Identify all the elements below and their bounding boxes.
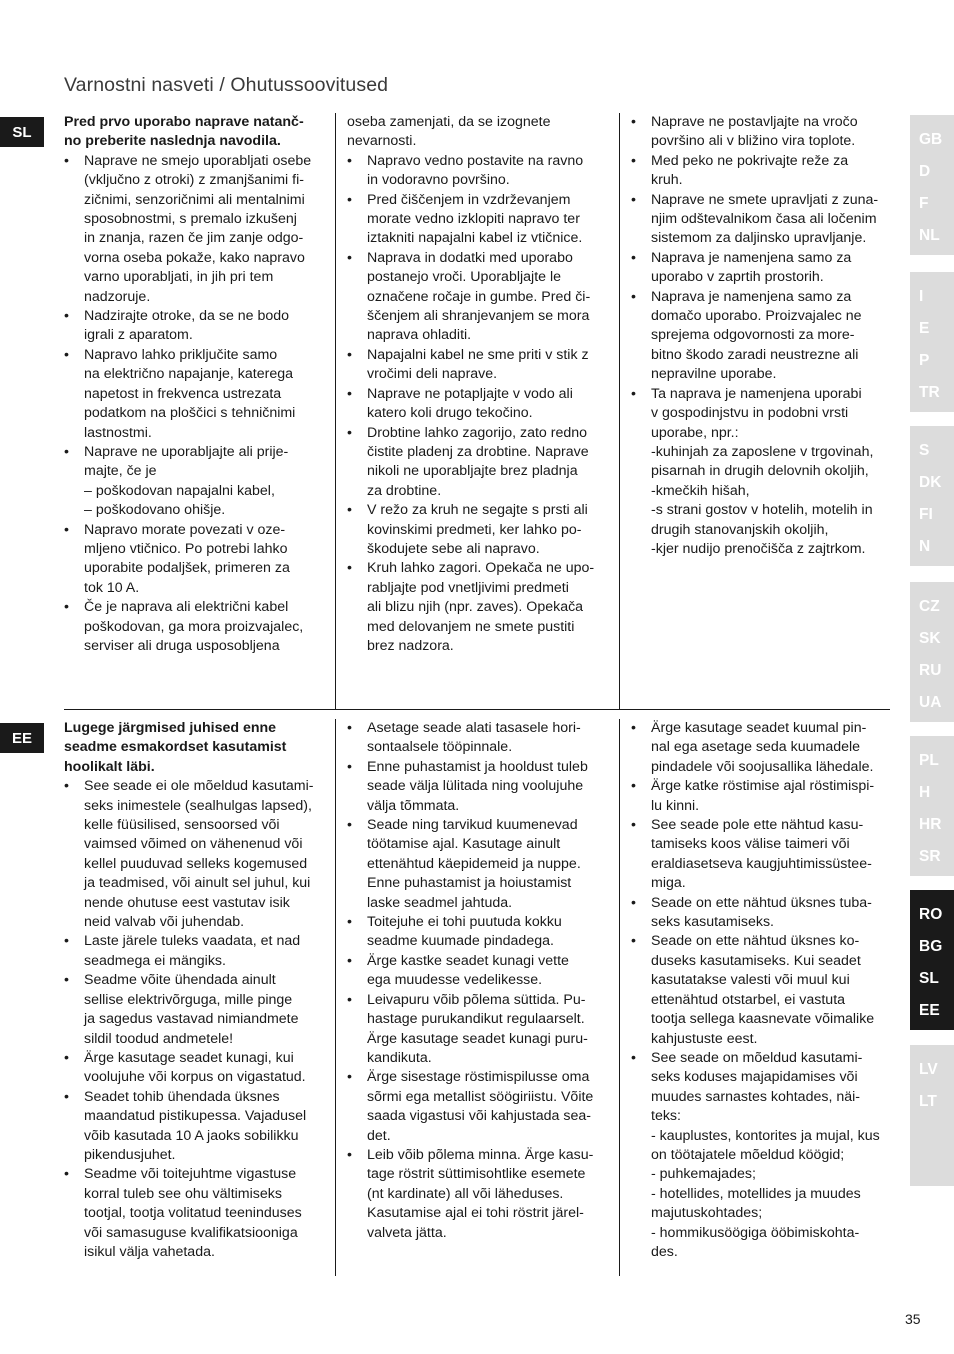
text-line: majutuskohtades; xyxy=(651,1205,763,1222)
text-line: uporabo v zaprtih prostorih. xyxy=(651,269,824,286)
language-badge-sl: SL xyxy=(0,117,44,147)
text-line: • Ärge kasutage seadet kuumal pin- xyxy=(651,720,867,736)
text-line: töötamise ajal. Kasutage ainult xyxy=(367,836,561,853)
language-badge-ee: EE xyxy=(0,723,44,753)
text-line: Kasutamise ajal ei tohi röstrit järel- xyxy=(367,1205,584,1222)
text-line: teks: xyxy=(651,1108,681,1125)
bullet-item xyxy=(347,913,609,952)
text-line: • Naprava je namenjena samo za xyxy=(651,249,852,266)
text-line: iztakniti napajalni kabel iz vtičnice. xyxy=(367,230,583,247)
text-line: sposobnostmi, s premalo izkušenj xyxy=(84,211,297,228)
language-tab-n[interactable]: N xyxy=(919,538,931,555)
text-line: oseba zamenjati, da se izognete xyxy=(347,114,551,130)
column-2 xyxy=(347,719,609,1276)
bullet-list xyxy=(631,113,893,559)
text-line: • Ta naprava je namenjena uporabi xyxy=(651,385,862,402)
text-line: – poškodovano ohišje. xyxy=(84,502,226,519)
language-tab-h[interactable]: H xyxy=(919,784,931,801)
text-line: uporabite podaljšek, primeren za xyxy=(84,560,290,577)
text-line: ettenähtud otstarbel, ei vastuta xyxy=(651,991,846,1008)
text-line: võib kasutada 10 A jaoks sobilikku xyxy=(84,1127,299,1144)
text-line: seadmega ei mängiks. xyxy=(84,952,226,969)
text-line: • Nadzirajte otroke, da se ne bodo xyxy=(84,308,290,325)
bullet-item xyxy=(64,307,326,346)
text-line: • Naprave ne smejo uporabljati osebe xyxy=(84,152,312,169)
bullet-item xyxy=(64,932,326,971)
language-tab-lt[interactable]: LT xyxy=(919,1093,937,1110)
language-tab-i[interactable]: I xyxy=(919,288,924,305)
text-line: välja tõmmata. xyxy=(367,797,460,814)
bullet-item xyxy=(64,777,326,932)
language-tab-ee[interactable]: EE xyxy=(919,1002,940,1019)
text-line: tok 10 A. xyxy=(84,579,140,596)
text-line: v gospodinjstvu in podobni vrsti xyxy=(651,405,849,422)
intro-heading xyxy=(64,719,326,777)
text-line: • Leivapuru võib põlema süttida. Pu- xyxy=(367,991,586,1008)
text-line: • Seade ning tarvikud kuumenevad xyxy=(367,817,578,834)
text-line: • Ärge katke röstimise ajal röstimispi- xyxy=(651,778,875,795)
text-line: nadzoruje. xyxy=(84,288,151,305)
text-line: • Naprave ne uporabljajte ali prije- xyxy=(84,443,289,460)
bullet-item xyxy=(631,1049,893,1262)
text-line: napetost in frekvenca ustrezata xyxy=(84,385,282,402)
language-tab-p[interactable]: P xyxy=(919,352,930,369)
text-line: valveta jätta. xyxy=(367,1224,447,1241)
text-line: sildil toodud andmetele! xyxy=(84,1030,234,1047)
bullet-list xyxy=(347,152,609,657)
text-line: kahjustuste eest. xyxy=(651,1030,758,1047)
text-line: lu kinni. xyxy=(651,797,700,814)
text-line: varno uporabljati, in jih pri tem xyxy=(84,269,274,286)
section-separator xyxy=(64,709,890,710)
text-line: • Asetage seade alati tasasele hori- xyxy=(367,720,581,736)
bullet-item xyxy=(631,113,893,152)
language-tab-ru[interactable]: RU xyxy=(919,662,942,679)
text-line: muudes sarnastes kohtades, näi- xyxy=(651,1088,860,1105)
text-line: seks inimestele (sealhulgas lapsed), xyxy=(84,797,312,814)
bullet-item xyxy=(347,719,609,758)
text-line: • Seadme või toitejuhtme vigastuse xyxy=(84,1166,297,1183)
text-line: nal ega asetage seda kuumadele xyxy=(651,739,861,756)
text-line: pindadele või soojusallika lähedale. xyxy=(651,758,874,775)
continued-text xyxy=(347,113,609,152)
section-ee xyxy=(0,719,954,1276)
text-line: vorna oseba pokaže, kako napravo xyxy=(84,249,305,266)
language-tab-ua[interactable]: UA xyxy=(919,694,942,711)
text-line: saada vigastusi või kahjustada sea- xyxy=(367,1108,591,1125)
language-tab-pl[interactable]: PL xyxy=(919,752,939,769)
column-divider xyxy=(619,113,620,709)
text-line: • Pred čiščenjem in vzdrževanjem xyxy=(367,191,571,208)
language-group xyxy=(910,115,954,255)
column-divider xyxy=(335,719,336,1276)
text-line: tootja sellega kaasnevate võimalike xyxy=(651,1011,875,1028)
bullet-item xyxy=(64,1049,326,1088)
text-line: naprava ohladiti. xyxy=(367,327,472,344)
bullet-list xyxy=(347,719,609,1243)
bullet-item xyxy=(347,249,609,346)
text-line: või samasuguse kvalifikatsiooniga xyxy=(84,1224,298,1241)
text-line: -kuhinjah za zaposlene v trgovinah, xyxy=(651,443,874,460)
text-line: -s strani gostov v hotelih, motelih in xyxy=(651,502,873,519)
bullet-item xyxy=(64,598,326,656)
text-line: -kjer nudijo prenočišča z zajtrkom. xyxy=(651,540,866,557)
text-line: kasutatakse valesti või muul kui xyxy=(651,972,850,989)
text-line: morate vedno izklopiti napravo ter xyxy=(367,211,580,228)
text-line: (nt kardinate) all või läheduses. xyxy=(367,1185,564,1202)
text-line: • See seade pole ette nähtud kasu- xyxy=(651,817,864,834)
bullet-item xyxy=(64,971,326,1049)
text-line: - puhkemajades; xyxy=(651,1166,756,1183)
column-3 xyxy=(631,719,893,1276)
text-line: • Enne puhastamist ja hooldust tuleb xyxy=(367,758,588,775)
language-tab-s[interactable]: S xyxy=(919,442,930,459)
bullet-item xyxy=(631,191,893,249)
text-line: kruh. xyxy=(651,172,683,189)
text-line: kellel puuduvad selleks kogemused xyxy=(84,855,308,872)
text-line: • Napravo vedno postavite na ravno xyxy=(367,152,584,169)
text-line: maandatud pistikupessa. Vajadusel xyxy=(84,1108,307,1125)
language-group xyxy=(910,1045,954,1186)
bullet-item xyxy=(347,758,609,816)
bullet-list xyxy=(631,719,893,1262)
text-line: katero koli drugo tekočino. xyxy=(367,405,533,422)
text-line: • Če je naprava ali električni kabel xyxy=(84,599,289,616)
language-tab-cz[interactable]: CZ xyxy=(919,598,940,615)
text-line: sõrmi ega metallist söögiriistu. Võite xyxy=(367,1088,594,1105)
text-line: seade välja lülitada ning voolujuhe xyxy=(367,778,584,795)
language-tab-sr[interactable]: SR xyxy=(919,848,941,865)
column-1 xyxy=(64,113,326,709)
language-tab-dk[interactable]: DK xyxy=(919,474,942,491)
text-line: tamiseks koos välise taimeri või xyxy=(651,836,850,853)
language-tab-hr[interactable]: HR xyxy=(919,816,942,833)
text-line: • Naprava in dodatki med uporabo xyxy=(367,249,573,266)
page-number: 35 xyxy=(905,1311,921,1327)
text-line: domačo uporabo. Proizvajalec ne xyxy=(651,308,862,325)
bullet-item xyxy=(64,521,326,599)
text-line: uporabe, npr.: xyxy=(651,424,739,441)
text-line: Enne puhastamist ja hoiustamist xyxy=(367,875,572,892)
bullet-item xyxy=(631,288,893,385)
text-line: seadme esmakordset kasutamist xyxy=(64,739,287,756)
bullet-item xyxy=(631,777,893,816)
column-divider xyxy=(335,113,336,709)
text-line: • Med peko ne pokrivajte reže za xyxy=(651,152,849,169)
text-line: • Napravo lahko priključite samo xyxy=(84,346,278,363)
text-line: poškodovan, ga mora proizvajalec, xyxy=(84,618,304,635)
text-line: • V režo za kruh ne segajte s prsti ali xyxy=(367,502,588,519)
text-line: neid valvab või juhendab. xyxy=(84,914,245,931)
bullet-item xyxy=(64,346,326,443)
text-line: nikoli ne uporabljajte brez pladnja xyxy=(367,463,578,480)
text-line: ščenjem ali shranjevanjem se mora xyxy=(367,308,590,325)
text-line: • Seadme võite ühendada ainult xyxy=(84,972,276,989)
text-line: • Naprave ne smete upravljati z zuna- xyxy=(651,191,879,208)
text-line: laske seadmel jahtuda. xyxy=(367,894,513,911)
text-line: • See seade ei ole mõeldud kasutami- xyxy=(84,778,314,795)
text-line: – poškodovan napajalni kabel, xyxy=(84,482,275,499)
text-line: površino ali v bližino vira toplote. xyxy=(651,133,856,150)
column-3 xyxy=(631,113,893,709)
text-line: • Drobtine lahko zagorijo, zato redno xyxy=(367,424,588,441)
text-line: - hotellides, motellides ja muudes xyxy=(651,1185,861,1202)
text-line: (vključno z otroki) z zmanjšanimi fi- xyxy=(84,172,304,189)
text-line: zičnimi, senzoričnimi ali mentalnimi xyxy=(84,191,305,208)
text-line: pikendusjuhet. xyxy=(84,1146,176,1163)
text-line: in vodoravno površino. xyxy=(367,172,510,189)
text-line: pisarnah in drugih delovnih okoljih, xyxy=(651,463,869,480)
text-line: • Seadet tohib ühendada üksnes xyxy=(84,1088,280,1105)
text-line: • Seade on ette nähtud üksnes tuba- xyxy=(651,894,872,911)
text-line: • Laste järele tuleks vaadata, et nad xyxy=(84,933,301,950)
bullet-item xyxy=(347,152,609,191)
text-line: miga. xyxy=(651,875,686,892)
language-tab-ro[interactable]: RO xyxy=(919,906,943,923)
text-line: • Toitejuhe ei tohi puutuda kokku xyxy=(367,914,562,931)
text-line: seks koduses majapidamises või xyxy=(651,1069,858,1086)
language-tab-f[interactable]: F xyxy=(919,195,929,212)
language-tab-d[interactable]: D xyxy=(919,163,931,180)
text-line: igrali z aparatom. xyxy=(84,327,193,344)
text-line: tage röstrit süttimisohtlike esemete xyxy=(367,1166,586,1183)
text-line: označene ročaje in gumbe. Pred či- xyxy=(367,288,591,305)
language-tab-e[interactable]: E xyxy=(919,320,930,337)
text-line: on töötajatele mõeldud köögid; xyxy=(651,1146,845,1163)
text-line: vaimsed võimed on vähenenud või xyxy=(84,836,303,853)
bullet-item xyxy=(347,952,609,991)
text-line: seks kasutamiseks. xyxy=(651,914,774,931)
text-line: mljeno vtičnico. Po potrebi lahko xyxy=(84,540,288,557)
language-group xyxy=(910,890,954,1030)
text-line: • Napravo morate povezati v oze- xyxy=(84,521,286,538)
text-line: -kmečkih hišah, xyxy=(651,482,750,499)
language-tab-sk[interactable]: SK xyxy=(919,630,941,647)
text-line: brez nadzora. xyxy=(367,637,454,654)
text-line: - hommikusöögiga ööbimiskohta- xyxy=(651,1224,860,1241)
text-line: sistemom za daljinsko upravljanje. xyxy=(651,230,867,247)
text-line: med delovanjem ne smete pustiti xyxy=(367,618,575,635)
bullet-item xyxy=(64,152,326,307)
text-line: rabljajte pod vnetljivimi predmeti xyxy=(367,579,569,596)
text-line: • Ärge sisestage röstimispilusse oma xyxy=(367,1069,590,1086)
text-line: • Ärge kastke seadet kunagi vette xyxy=(367,952,569,969)
text-line: tootjal, tootja volitatud teeninduses xyxy=(84,1205,302,1222)
language-tab-tr[interactable]: TR xyxy=(919,384,940,401)
text-line: nevarnosti. xyxy=(347,133,417,150)
language-tab-bg[interactable]: BG xyxy=(919,938,943,955)
text-line: kandikuta. xyxy=(367,1049,432,1066)
text-line: ettenähtud käepidemeid ja nuppe. xyxy=(367,855,581,872)
bullet-item xyxy=(631,152,893,191)
text-line: njim odštevalnikom časa ali ločenim xyxy=(651,211,877,228)
language-tab-gb[interactable]: GB xyxy=(919,131,943,148)
bullet-list xyxy=(64,152,326,657)
bullet-item xyxy=(631,249,893,288)
bullet-item xyxy=(631,385,893,560)
language-group xyxy=(910,426,954,566)
text-line: • Naprave ne potapljajte v vodo ali xyxy=(367,385,573,402)
section-sl xyxy=(0,113,954,709)
text-line: vročimi deli naprave. xyxy=(367,366,498,383)
text-line: sellise elektrivõrguga, mille pinge xyxy=(84,991,293,1008)
text-line: podatkom na ploščici s tehničnimi xyxy=(84,405,296,422)
text-line: serviser ali druga usposobljena xyxy=(84,637,280,654)
text-line: no preberite naslednja navodila. xyxy=(64,133,281,150)
bullet-item xyxy=(347,191,609,249)
text-line: škodujete sebe ali napravo. xyxy=(367,540,540,557)
language-tab-sl[interactable]: SL xyxy=(919,970,939,987)
text-line: Ärge kasutage seadet kunagi puru- xyxy=(367,1030,588,1047)
text-line: postanejo vroči. Uporabljajte le xyxy=(367,269,562,286)
text-line: lastnostmi. xyxy=(84,424,152,441)
language-group xyxy=(910,582,954,722)
text-line: isikul välja vahetada. xyxy=(84,1243,215,1260)
column-2 xyxy=(347,113,609,709)
text-line: drugih stanovanjskih okoljih, xyxy=(651,521,829,538)
language-tab-nl[interactable]: NL xyxy=(919,227,940,244)
bullet-item xyxy=(631,932,893,1048)
text-line: nepravilne uporabe. xyxy=(651,366,777,383)
bullet-item xyxy=(347,991,609,1069)
text-line: • Seade on ette nähtud üksnes ko- xyxy=(651,933,860,950)
text-line: sprejema odgovornosti za more- xyxy=(651,327,855,344)
text-line: kovinskimi predmeti, ker lahko po- xyxy=(367,521,582,538)
bullet-item xyxy=(347,1068,609,1146)
text-line: • Naprava je namenjena samo za xyxy=(651,288,852,305)
text-line: des. xyxy=(651,1243,678,1260)
text-line: • Kruh lahko zagori. Opekača ne upo- xyxy=(367,560,595,577)
bullet-item xyxy=(631,894,893,933)
bullet-item xyxy=(64,443,326,521)
bullet-item xyxy=(347,501,609,559)
text-line: • Naprave ne postavljajte na vročo xyxy=(651,114,858,130)
text-line: Lugege järgmised juhised enne xyxy=(64,720,277,736)
bullet-item xyxy=(64,1165,326,1262)
bullet-item xyxy=(347,1146,609,1243)
text-line: duseks kasutamiseks. Kui seadet xyxy=(651,952,861,969)
bullet-item xyxy=(347,559,609,656)
bullet-item xyxy=(347,385,609,424)
bullet-item xyxy=(347,816,609,913)
text-line: ega muudesse vedelikesse. xyxy=(367,972,543,989)
text-line: • Leib võib põlema minna. Ärge kasu- xyxy=(367,1146,594,1163)
language-group xyxy=(910,736,954,876)
text-line: korral tuleb see ohu vältimiseks xyxy=(84,1185,282,1202)
text-line: hastage purukandikut regulaarselt. xyxy=(367,1011,585,1028)
bullet-item xyxy=(631,719,893,777)
bullet-item xyxy=(64,1088,326,1166)
text-line: • Ärge kasutage seadet kunagi, kui xyxy=(84,1049,294,1066)
column-1 xyxy=(64,719,326,1276)
text-line: na električno napajanje, katerega xyxy=(84,366,294,383)
bullet-list xyxy=(64,777,326,1262)
text-line: seadme kuumade pindadega. xyxy=(367,933,554,950)
language-group xyxy=(910,272,954,412)
text-line: majte, če je xyxy=(84,463,157,480)
language-tab-fi[interactable]: FI xyxy=(919,506,933,523)
text-line: • See seade on mõeldud kasutami- xyxy=(651,1049,863,1066)
text-line: in znanja, razen če jim zanje odgo- xyxy=(84,230,304,247)
text-line: sontaalsele tööpinnale. xyxy=(367,739,513,756)
text-line: - kauplustes, kontorites ja mujal, kus xyxy=(651,1127,880,1144)
text-line: ja sagedus vastavad nimiandmete xyxy=(84,1011,299,1028)
text-line: • Napajalni kabel ne sme priti v stik z xyxy=(367,346,589,363)
text-line: hoolikalt läbi. xyxy=(64,758,155,775)
intro-heading xyxy=(64,113,326,152)
text-line: za drobtine. xyxy=(367,482,442,499)
bullet-item xyxy=(347,346,609,385)
text-line: kelle füüsilised, sensoorsed või xyxy=(84,817,280,834)
text-line: eraldiasetseva kaugjuhtimissüstee- xyxy=(651,855,872,872)
bullet-item xyxy=(347,424,609,502)
text-line: čistite pladenj za drobtine. Naprave xyxy=(367,443,589,460)
text-line: nende ohutuse eest vastutav isik xyxy=(84,894,290,911)
page-title: Varnostni nasveti / Ohutussoovitused xyxy=(64,74,389,96)
text-line: Pred prvo uporabo naprave natanč- xyxy=(64,114,304,130)
language-tab-lv[interactable]: LV xyxy=(919,1061,938,1078)
bullet-item xyxy=(631,816,893,894)
text-line: det. xyxy=(367,1127,391,1144)
text-line: voolujuhe või korpus on vigastatud. xyxy=(84,1069,306,1086)
text-line: ja teadmised, või ainult sel juhul, kui xyxy=(84,875,311,892)
text-line: bitno škodo zaradi neustrezne ali xyxy=(651,346,859,363)
column-divider xyxy=(619,719,620,1276)
text-line: ali blizu njih (npr. zaves). Opekača xyxy=(367,599,584,616)
